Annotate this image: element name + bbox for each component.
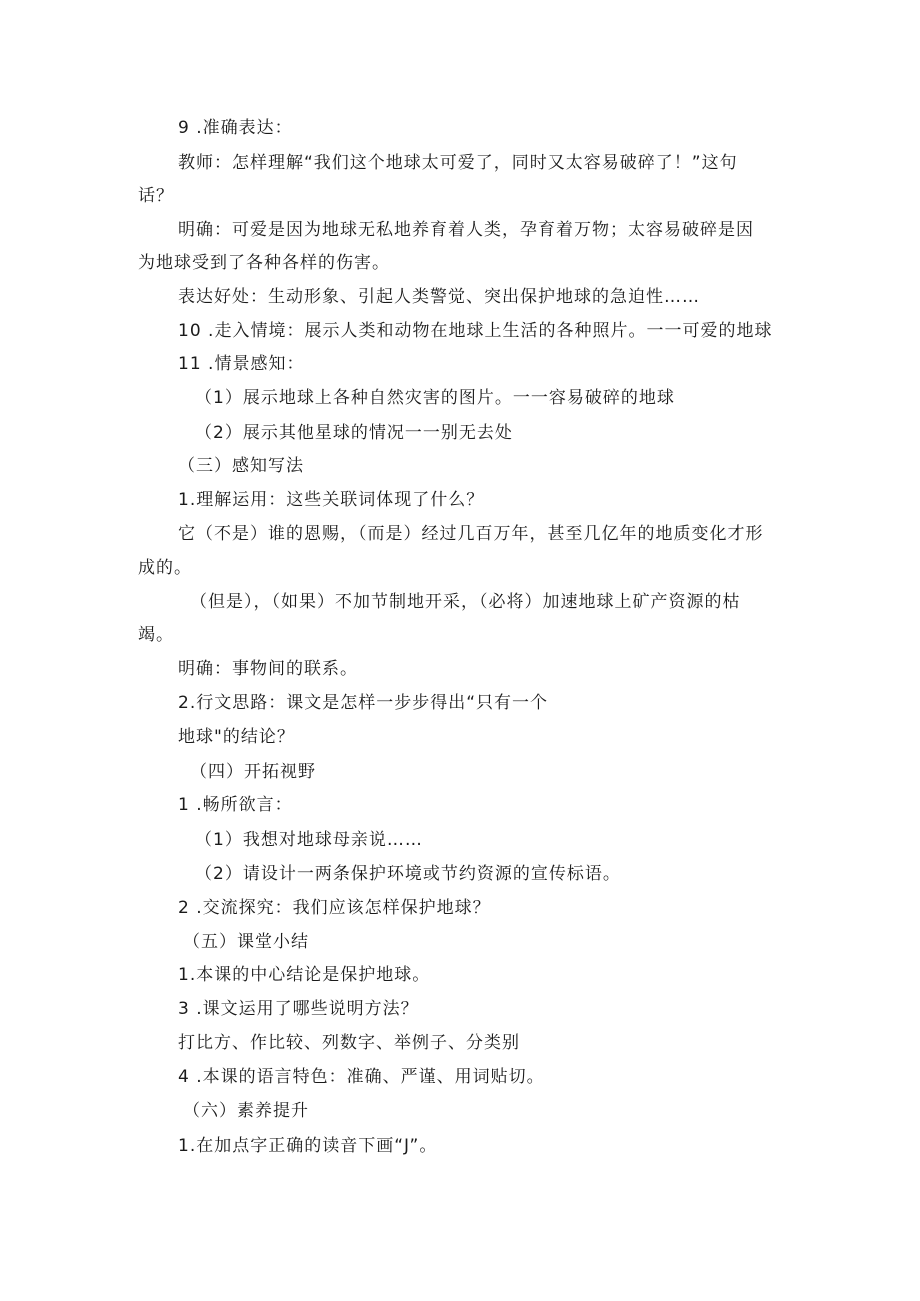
clarify-line-2: 为地球受到了各种各样的伤害。 (138, 253, 390, 273)
scene-item-2: （2）展示其他星球的情况一一别无去处 (195, 423, 513, 443)
section-4-broaden-view: （四）开拓视野 (190, 762, 316, 782)
section-5-summary: （五）课堂小结 (183, 932, 309, 952)
example-sentence-2-line-1: （但是），（如果）不加节制地开采，（必将）加速地球上矿产资源的枯 (190, 592, 741, 612)
teacher-question-line-2: 话？ (138, 186, 174, 206)
explanation-methods-list: 打比方、作比较、列数字、举例子、分类别 (178, 1033, 520, 1053)
clarify-line-1: 明确：可爱是因为地球无私地养育着人类，孕育着万物；太容易破碎是因 (178, 220, 754, 240)
speak-item-1: （1）我想对地球母亲说…… (195, 830, 423, 850)
heading-4-language-features: 4 .本课的语言特色：准确、严谨、用词贴切。 (178, 1067, 545, 1087)
speak-item-2: （2）请设计一两条保护环境或节约资源的宣传标语。 (195, 864, 621, 884)
summary-conclusion: 1.本课的中心结论是保护地球。 (178, 965, 431, 985)
heading-11-scene-perception: 11 .情景感知： (178, 354, 305, 374)
writing-thought-line-2: 地球"的结论？ (178, 727, 295, 747)
understand-apply: 1.理解运用：这些关联词体现了什么？ (178, 490, 485, 510)
heading-2-discussion: 2 .交流探究：我们应该怎样保护地球？ (178, 898, 491, 918)
expression-benefit: 表达好处：生动形象、引起人类警觉、突出保护地球的急迫性…… (178, 287, 700, 307)
clarify-relation: 明确：事物间的联系。 (178, 659, 358, 679)
writing-thought-line-1: 2.行文思路：课文是怎样一步步得出“只有一个 (178, 693, 549, 713)
section-6-literacy: （六）素养提升 (183, 1101, 309, 1121)
heading-9-accurate-expression: 9 .准确表达： (178, 118, 293, 138)
heading-3-explanation-methods: 3 .课文运用了哪些说明方法？ (178, 999, 419, 1019)
scene-item-1: （1）展示地球上各种自然灾害的图片。一一容易破碎的地球 (195, 388, 675, 408)
section-3-writing-method: （三）感知写法 (178, 456, 304, 476)
heading-10-enter-situation: 10 .走入情境：展示人类和动物在地球上生活的各种照片。一一可爱的地球 (178, 321, 773, 341)
teacher-question-line-1: 教师：怎样理解“我们这个地球太可爱了，同时又太容易破碎了！”这句 (178, 153, 738, 173)
example-sentence-1-line-1: 它（不是）谁的恩赐，（而是）经过几百万年，甚至几亿年的地质变化才形 (178, 524, 764, 544)
example-sentence-1-line-2: 成的。 (138, 558, 192, 578)
example-sentence-2-line-2: 竭。 (138, 625, 174, 645)
pronunciation-task: 1.在加点字正确的读音下画“J”。 (178, 1136, 438, 1156)
heading-1-speak-freely: 1 .畅所欲言： (178, 795, 293, 815)
